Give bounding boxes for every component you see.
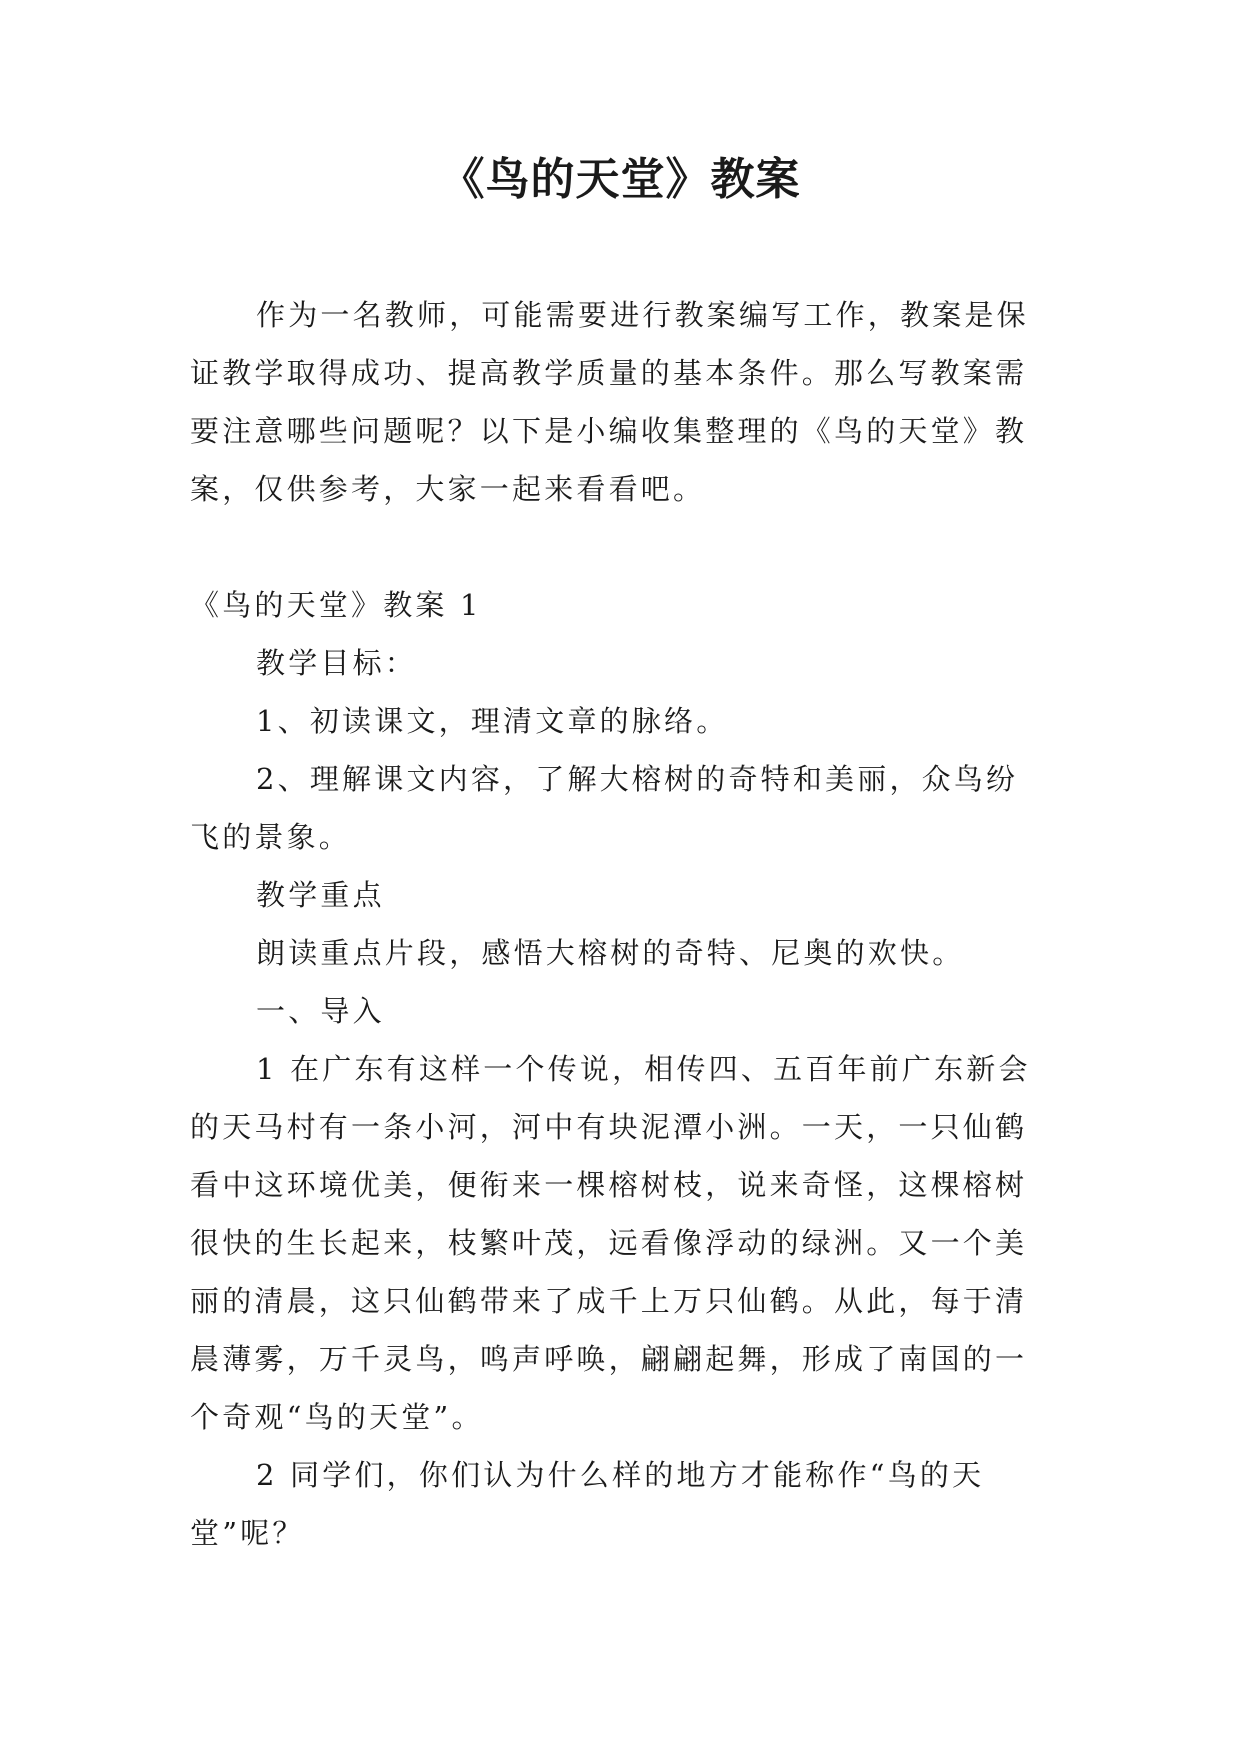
goal-item-2: 2、理解课文内容，了解大榕树的奇特和美丽，众鸟纷飞的景象。 — [190, 762, 1019, 854]
section-heading: 《鸟的天堂》教案 1 — [190, 588, 482, 622]
introduction-heading: 一、导入 — [256, 994, 385, 1028]
introduction-paragraph-1: 1 在广东有这样一个传说，相传四、五百年前广东新会的天马村有一条小河，河中有块泥潭小洲。一天，一只仙鹤看中这环境优美，便衔来一棵榕树枝，说来奇怪，这棵榕树很快的生长起来，枝繁叶茂，远看像浮动的绿洲。又一个美丽的清晨，这只仙鹤带来了成千上万只仙鹤。从此，每于清晨薄雾，万千灵鸟，鸣声呼唤，翩翩起舞，形成了南国的一个奇观“鸟的天堂”。 — [190, 1052, 1031, 1434]
introduction-paragraph-2: 2 同学们，你们认为什么样的地方才能称作“鸟的天堂”呢？ — [190, 1458, 985, 1550]
teaching-focus-heading: 教学重点 — [256, 878, 385, 912]
lesson-plan-section — [190, 576, 1050, 1562]
intro-block — [190, 286, 1050, 518]
goal-item-1: 1、初读课文，理清文章的脉络。 — [256, 704, 729, 738]
document-title: 《鸟的天堂》教案 — [440, 154, 801, 205]
intro-paragraph: 作为一名教师，可能需要进行教案编写工作，教案是保证教学取得成功、提高教学质量的基本条件。那么写教案需要注意哪些问题呢？以下是小编收集整理的《鸟的天堂》教案，仅供参考，大家一起来看看吧。 — [190, 298, 1029, 506]
teaching-focus-text: 朗读重点片段，感悟大榕树的奇特、尼奥的欢快。 — [256, 936, 965, 970]
teaching-goals-heading: 教学目标： — [256, 646, 418, 680]
